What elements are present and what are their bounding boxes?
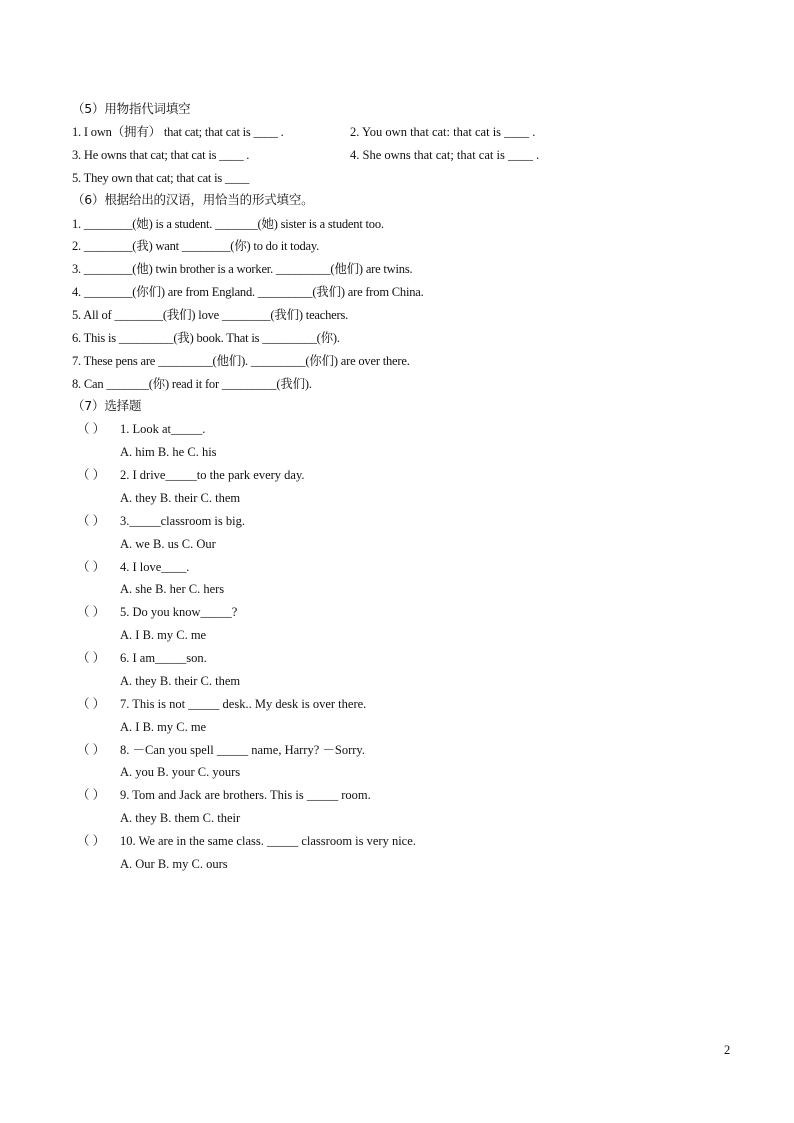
question-options: A. you B. your C. yours bbox=[120, 765, 241, 779]
section6-item: 4. ________(你们) are from England. _________(我们) are from China. bbox=[72, 285, 424, 299]
section5-item-4: 4. She owns that cat; that cat is ____ . bbox=[350, 148, 540, 162]
section7-heading: （7）选择题 bbox=[72, 398, 142, 413]
section5-item-2: 2. You own that cat: that cat is ____ . bbox=[350, 125, 536, 139]
question-options: A. they B. their C. them bbox=[120, 491, 241, 505]
section6-item: 8. Can _______(你) read it for _________(我们). bbox=[72, 377, 312, 391]
section5-item-3: 3. He owns that cat; that cat is ____ . bbox=[72, 148, 250, 162]
answer-paren: （ ） bbox=[77, 514, 106, 528]
answer-paren: （ ） bbox=[77, 422, 106, 436]
answer-paren: （ ） bbox=[77, 651, 106, 665]
question-text: 5. Do you know_____? bbox=[120, 605, 238, 619]
answer-paren: （ ） bbox=[77, 834, 106, 848]
section6-item: 5. All of ________(我们) love ________(我们) teachers. bbox=[72, 308, 349, 322]
answer-paren: （ ） bbox=[77, 560, 106, 574]
question-text: 1. Look at_____. bbox=[120, 422, 206, 436]
answer-paren: （ ） bbox=[77, 697, 106, 711]
question-options: A. they B. their C. them bbox=[120, 674, 241, 688]
question-options: A. I B. my C. me bbox=[120, 628, 207, 642]
question-text: 10. We are in the same class. _____ classroom is very nice. bbox=[120, 834, 416, 848]
question-options: A. I B. my C. me bbox=[120, 720, 207, 734]
section6-item: 1. ________(她) is a student. _______(她) sister is a student too. bbox=[72, 217, 384, 231]
section5-item-5: 5. They own that cat; that cat is ____ bbox=[72, 171, 250, 185]
question-text: 6. I am_____son. bbox=[120, 651, 207, 665]
answer-paren: （ ） bbox=[77, 743, 106, 757]
section5-item-1: 1. I own（拥有） that cat; that cat is ____ . bbox=[72, 125, 284, 139]
section6-item: 3. ________(他) twin brother is a worker. _________(他们) are twins. bbox=[72, 262, 413, 276]
question-options: A. they B. them C. their bbox=[120, 811, 241, 825]
answer-paren: （ ） bbox=[77, 788, 106, 802]
question-options: A. him B. he C. his bbox=[120, 445, 217, 459]
page-number: 2 bbox=[724, 1043, 731, 1057]
question-text: 4. I love____. bbox=[120, 560, 190, 574]
question-options: A. Our B. my C. ours bbox=[120, 857, 228, 871]
section6-item: 2. ________(我) want ________(你) to do it today. bbox=[72, 239, 320, 253]
question-options: A. she B. her C. hers bbox=[120, 582, 225, 596]
answer-paren: （ ） bbox=[77, 468, 106, 482]
question-text: 7. This is not _____ desk.. My desk is over there. bbox=[120, 697, 367, 711]
question-text: 2. I drive_____to the park every day. bbox=[120, 468, 305, 482]
question-text: 9. Tom and Jack are brothers. This is _____ room. bbox=[120, 788, 371, 802]
question-text: 8. －Can you spell _____ name, Harry? －Sorry. bbox=[120, 743, 365, 757]
question-text: 3._____classroom is big. bbox=[120, 514, 245, 528]
section5-heading: （5）用物指代词填空 bbox=[72, 101, 191, 116]
section6-heading: （6）根据给出的汉语，用恰当的形式填空。 bbox=[72, 192, 314, 207]
section6-item: 6. This is _________(我) book. That is _________(你). bbox=[72, 331, 340, 345]
answer-paren: （ ） bbox=[77, 605, 106, 619]
section6-item: 7. These pens are _________(他们). _________(你们) are over there. bbox=[72, 354, 410, 368]
question-options: A. we B. us C. Our bbox=[120, 537, 216, 551]
